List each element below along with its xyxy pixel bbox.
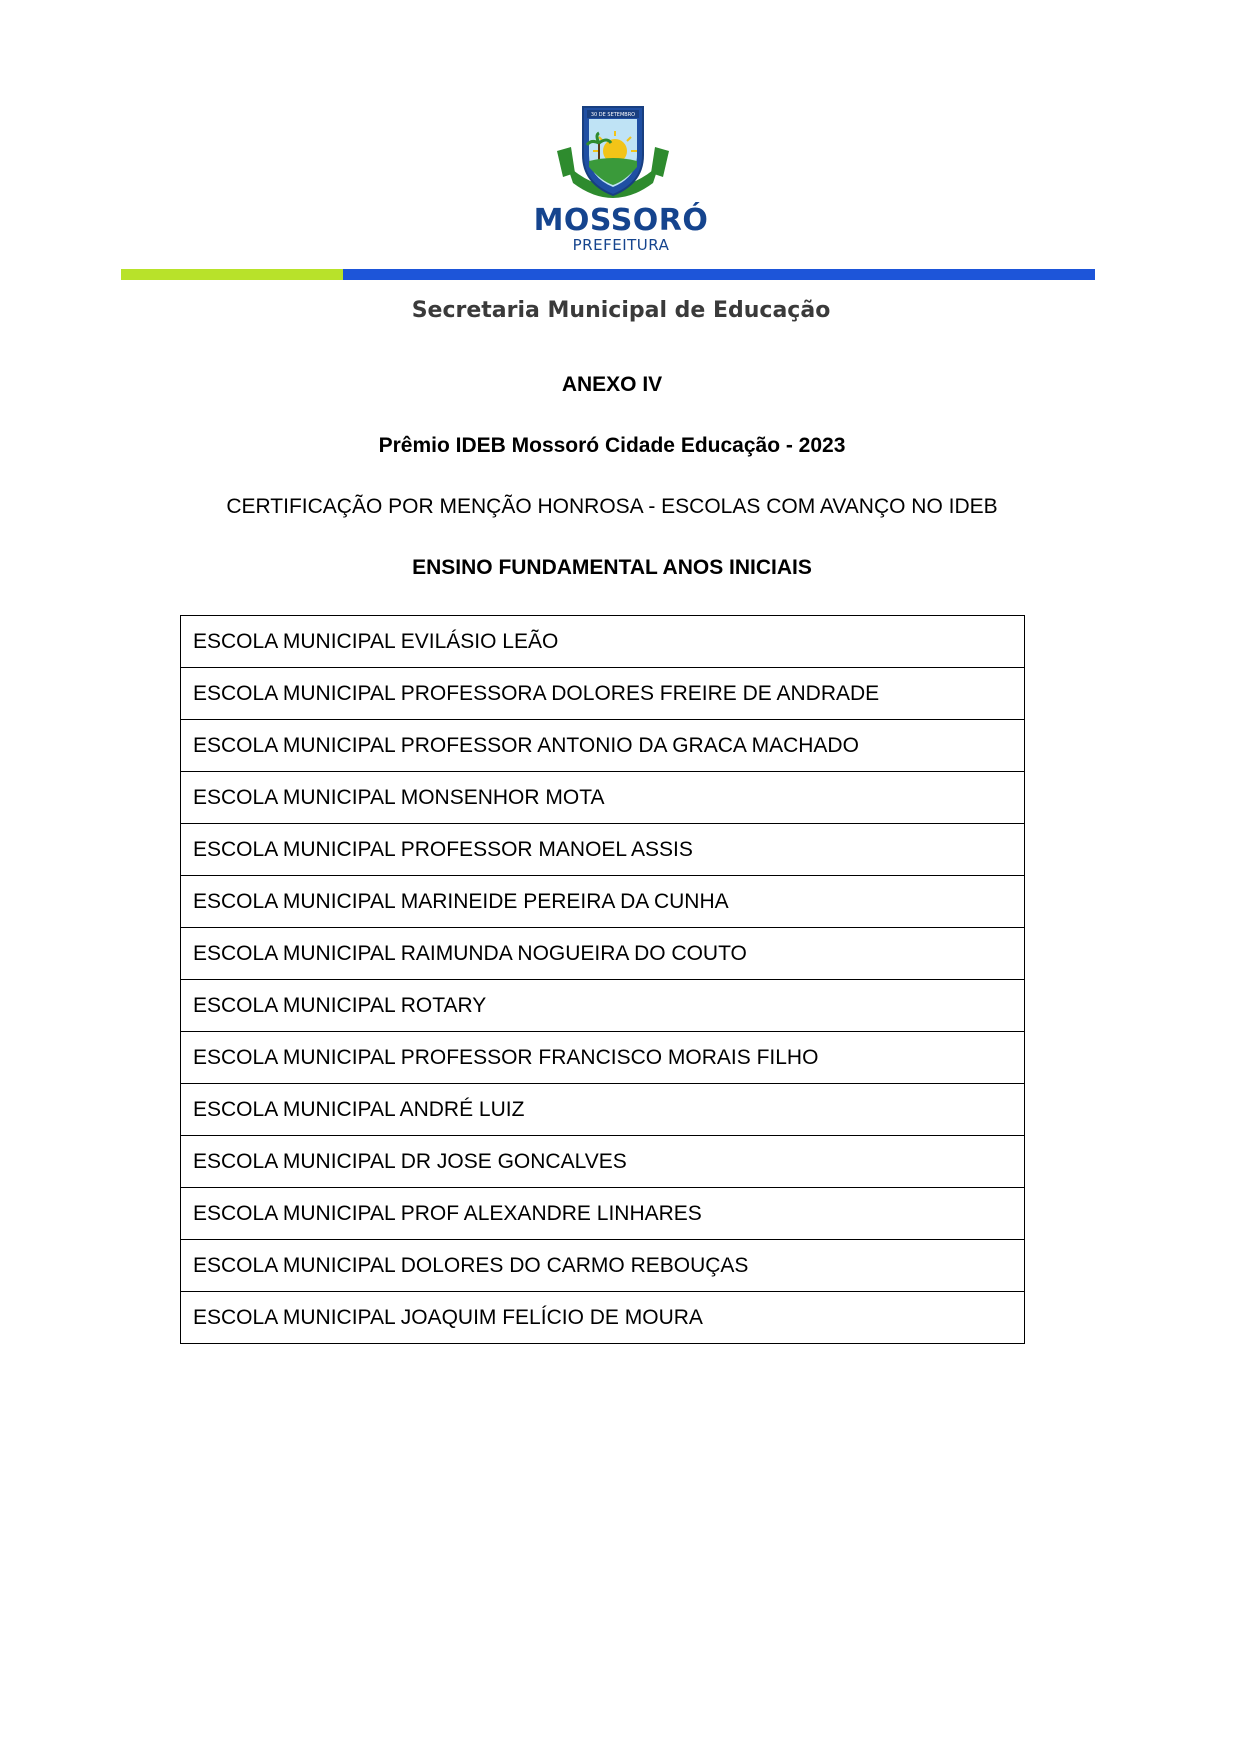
table-row <box>181 876 1025 928</box>
school-name: ESCOLA MUNICIPAL EVILÁSIO LEÃO <box>181 616 1025 668</box>
document-header <box>0 0 1242 340</box>
school-name: ESCOLA MUNICIPAL JOAQUIM FELÍCIO DE MOURA <box>181 1292 1025 1344</box>
table-row <box>181 980 1025 1032</box>
school-name: ESCOLA MUNICIPAL PROFESSORA DOLORES FREIRE DE ANDRADE <box>181 668 1025 720</box>
school-name: ESCOLA MUNICIPAL PROFESSOR FRANCISCO MORAIS FILHO <box>181 1032 1025 1084</box>
table-row <box>181 1292 1025 1344</box>
svg-text:30 DE SETEMBRO: 30 DE SETEMBRO <box>590 112 636 118</box>
table-row <box>181 928 1025 980</box>
logo-subtitle: PREFEITURA <box>572 236 670 254</box>
table-row <box>181 824 1025 876</box>
annex-title: ANEXO IV <box>561 373 663 396</box>
table-row <box>181 1188 1025 1240</box>
school-name: ESCOLA MUNICIPAL RAIMUNDA NOGUEIRA DO COUTO <box>181 928 1025 980</box>
table-row <box>181 1136 1025 1188</box>
table-row <box>181 1032 1025 1084</box>
header-bar-blue <box>343 269 1095 280</box>
table-row <box>181 772 1025 824</box>
prize-title: Prêmio IDEB Mossoró Cidade Educação - 2023 <box>378 434 846 457</box>
table-row <box>181 668 1025 720</box>
school-name: ESCOLA MUNICIPAL ROTARY <box>181 980 1025 1032</box>
schools-table <box>180 615 1025 1344</box>
table-row <box>181 720 1025 772</box>
school-name: ESCOLA MUNICIPAL MARINEIDE PEREIRA DA CUNHA <box>181 876 1025 928</box>
school-name: ESCOLA MUNICIPAL DR JOSE GONCALVES <box>181 1136 1025 1188</box>
education-level-title: ENSINO FUNDAMENTAL ANOS INICIAIS <box>412 556 812 579</box>
school-name: ESCOLA MUNICIPAL DOLORES DO CARMO REBOUÇAS <box>181 1240 1025 1292</box>
header-bar-green <box>121 269 343 280</box>
department-title: Secretaria Municipal de Educação <box>411 298 831 323</box>
certification-title: CERTIFICAÇÃO POR MENÇÃO HONROSA - ESCOLAS COM AVANÇO NO IDEB <box>226 495 998 518</box>
school-name: ESCOLA MUNICIPAL PROFESSOR ANTONIO DA GRACA MACHADO <box>181 720 1025 772</box>
table-row <box>181 616 1025 668</box>
table-row <box>181 1084 1025 1136</box>
logo-name: MOSSORÓ <box>533 203 709 238</box>
municipal-coat-of-arms-icon <box>553 103 673 203</box>
school-name: ESCOLA MUNICIPAL PROFESSOR MANOEL ASSIS <box>181 824 1025 876</box>
school-name: ESCOLA MUNICIPAL PROF ALEXANDRE LINHARES <box>181 1188 1025 1240</box>
school-name: ESCOLA MUNICIPAL ANDRÉ LUIZ <box>181 1084 1025 1136</box>
table-row <box>181 1240 1025 1292</box>
school-name: ESCOLA MUNICIPAL MONSENHOR MOTA <box>181 772 1025 824</box>
